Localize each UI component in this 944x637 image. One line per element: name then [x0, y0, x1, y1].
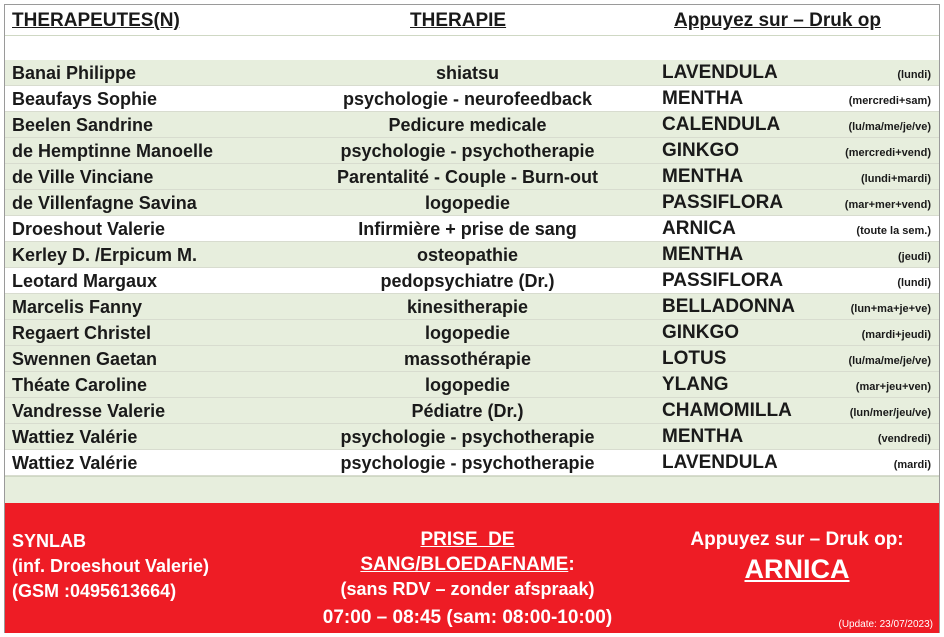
availability-days: (mar+mer+vend): [844, 199, 931, 211]
table-row: [5, 112, 939, 138]
lab-info: [12, 529, 209, 604]
table-row: [5, 190, 939, 216]
therapy-name: logopedie: [425, 323, 510, 343]
table-row: [5, 372, 939, 398]
therapy-name: Infirmière + prise de sang: [358, 219, 577, 239]
blood-draw-hours: 07:00 – 08:45 (sam: 08:00-10:00): [322, 607, 613, 628]
availability-days: (lundi): [897, 69, 931, 81]
therapist-table: [5, 60, 939, 476]
table-header: [5, 5, 939, 35]
press-code: CHAMOMILLA: [662, 400, 792, 421]
table-row: [5, 268, 939, 294]
availability-days: (lu/ma/me/je/ve): [848, 355, 931, 367]
therapy-name: Parentalité - Couple - Burn-out: [337, 167, 598, 187]
therapy-name: logopedie: [425, 193, 510, 213]
header-therapists: THERAPEUTES(N): [12, 10, 180, 31]
therapy-name: pedopsychiatre (Dr.): [380, 271, 555, 291]
blood-draw-no-appointment: (sans RDV – zonder afspraak): [340, 579, 595, 599]
press-code: GINKGO: [662, 322, 740, 343]
availability-days: (mercredi+vend): [845, 147, 931, 159]
availability-days: (lu/ma/me/je/ve): [848, 121, 931, 133]
therapist-name: de Villenfagne Savina: [12, 193, 197, 213]
blood-draw-code: [655, 529, 939, 587]
press-code: CALENDULA: [662, 114, 781, 135]
table-row: [5, 294, 939, 320]
lab-contact: (inf. Droeshout Valerie): [12, 556, 210, 576]
press-code: GINKGO: [662, 140, 740, 161]
press-code: PASSIFLORA: [662, 270, 784, 291]
therapist-name: de Hemptinne Manoelle: [12, 141, 214, 161]
therapist-name: de Ville Vinciane: [12, 167, 154, 187]
press-code: LAVENDULA: [662, 452, 778, 473]
blood-draw-title-2: SANG/BLOEDAFNAME: [360, 554, 569, 575]
press-code: ARNICA: [744, 554, 850, 584]
therapist-name: Swennen Gaetan: [12, 349, 158, 369]
availability-days: (jeudi): [898, 251, 931, 263]
therapy-name: osteopathie: [416, 245, 518, 265]
availability-days: (mar+jeu+ven): [855, 381, 931, 393]
table-row: [5, 450, 939, 476]
lab-gsm: (GSM :0495613664): [12, 581, 177, 601]
table-row: [5, 138, 939, 164]
therapy-name: logopedie: [425, 375, 510, 395]
press-label: Appuyez sur – Druk op:: [690, 529, 904, 550]
table-row: [5, 346, 939, 372]
press-code: MENTHA: [662, 88, 744, 109]
press-code: ARNICA: [662, 218, 736, 239]
therapist-name: Théate Caroline: [12, 375, 148, 395]
press-code: LAVENDULA: [662, 62, 778, 83]
header-spacer: [5, 35, 939, 61]
update-date: (Update: 23/07/2023): [838, 619, 933, 630]
therapy-name: massothérapie: [403, 349, 532, 369]
table-row: [5, 86, 939, 112]
availability-days: (mardi+jeudi): [861, 329, 931, 341]
table-row: [5, 242, 939, 268]
table-row: [5, 398, 939, 424]
therapy-name: psychologie - psychotherapie: [340, 141, 595, 161]
availability-days: (vendredi): [877, 433, 931, 445]
table-row: [5, 320, 939, 346]
therapist-name: Kerley D. /Erpicum M.: [12, 245, 198, 265]
therapist-name: Droeshout Valerie: [12, 219, 166, 239]
header-press: Appuyez sur – Druk op: [674, 10, 881, 31]
press-code: PASSIFLORA: [662, 192, 784, 213]
therapist-name: Marcelis Fanny: [12, 297, 143, 317]
availability-days: (mercredi+sam): [848, 95, 931, 107]
therapist-name: Wattiez Valérie: [12, 427, 138, 447]
therapist-name: Beaufays Sophie: [12, 89, 158, 109]
lab-name: SYNLAB: [12, 531, 87, 551]
blood-draw-info: [280, 527, 655, 630]
table-row: [5, 424, 939, 450]
press-code: BELLADONNA: [662, 296, 795, 317]
blood-draw-title-colon: :: [568, 554, 575, 575]
press-code: MENTHA: [662, 244, 744, 265]
table-row: [5, 60, 939, 86]
press-code: MENTHA: [662, 426, 744, 447]
availability-days: (mardi): [893, 459, 931, 471]
availability-days: (lundi): [897, 277, 931, 289]
therapy-name: shiatsu: [435, 63, 500, 83]
therapist-name: Banai Philippe: [12, 63, 137, 83]
therapy-name: psychologie - neurofeedback: [342, 89, 593, 109]
blood-draw-title-2-wrap: [280, 552, 655, 577]
therapist-name: Leotard Margaux: [12, 271, 158, 291]
therapy-name: kinesitherapie: [406, 297, 529, 317]
availability-days: (lundi+mardi): [861, 173, 931, 185]
therapist-name: Wattiez Valérie: [12, 453, 138, 473]
availability-days: (lun/mer/jeu/ve): [849, 407, 931, 419]
table-row: [5, 216, 939, 242]
therapist-name: Vandresse Valerie: [12, 401, 166, 421]
press-code: MENTHA: [662, 166, 744, 187]
therapy-name: psychologie - psychotherapie: [340, 453, 595, 473]
therapist-name: Beelen Sandrine: [12, 115, 154, 135]
therapy-name: Pedicure medicale: [388, 115, 547, 135]
blood-draw-title-1: PRISE DE: [420, 529, 515, 550]
table-footer-spacer: [5, 476, 939, 504]
therapist-name: Regaert Christel: [12, 323, 152, 343]
header-therapy: THERAPIE: [410, 10, 507, 31]
availability-days: (toute la sem.): [856, 225, 931, 237]
therapy-name: Pédiatre (Dr.): [411, 401, 524, 421]
press-code: LOTUS: [662, 348, 727, 369]
therapy-name: psychologie - psychotherapie: [340, 427, 595, 447]
blood-draw-banner: [5, 503, 939, 633]
availability-days: (lun+ma+je+ve): [850, 303, 931, 315]
table-row: [5, 164, 939, 190]
press-code: YLANG: [662, 374, 729, 395]
